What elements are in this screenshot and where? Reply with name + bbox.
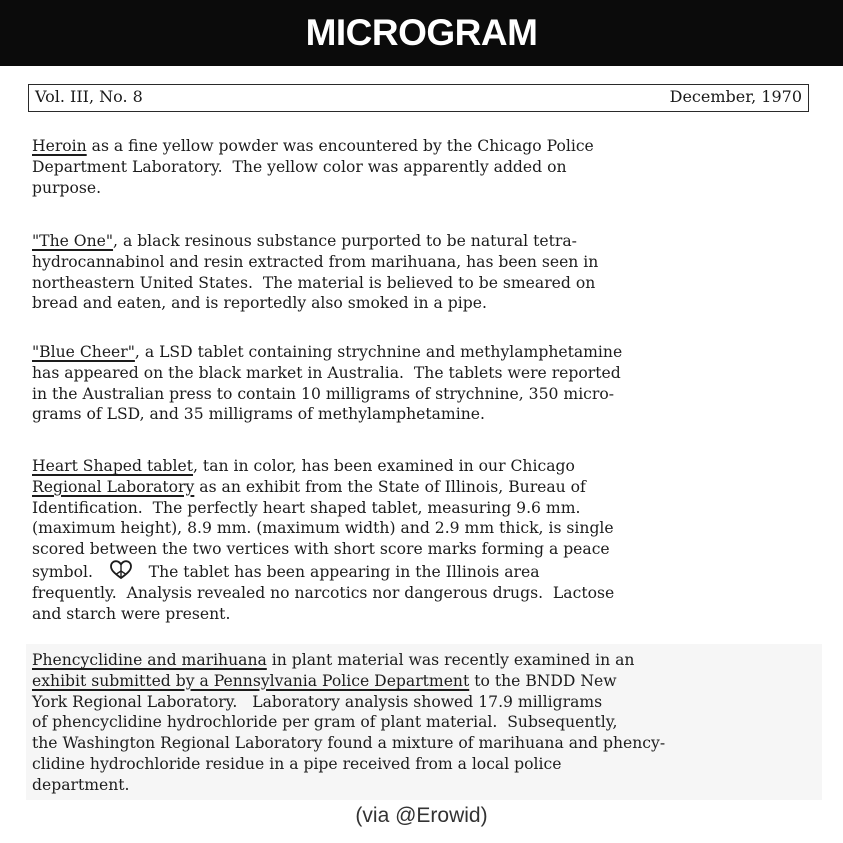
issue-date: December, 1970 — [669, 87, 802, 106]
article-text: , a black resinous substance purported to be natural tetra- — [113, 232, 577, 250]
source-credit: (via @Erowid) — [355, 804, 488, 827]
article-line — [32, 671, 812, 692]
masthead — [0, 0, 843, 66]
article-line: hydrocannabinol and resin extracted from marihuana, has been seen in — [32, 252, 599, 271]
article-line: clidine hydrochloride residue in a pipe received from a local police — [32, 754, 562, 773]
heart-peace-symbol-icon — [110, 560, 132, 580]
article-line: scored between the two vertices with short score marks forming a peace — [32, 540, 610, 559]
article-line: and starch were present. — [32, 604, 231, 623]
article-phencyclidine — [32, 650, 812, 796]
article-text: The tablet has been appearing in the Illinois area — [148, 562, 540, 581]
article-text: to the BNDD New — [469, 671, 617, 690]
article-text: , a LSD tablet containing strychnine and methylamphetamine — [134, 343, 623, 361]
article-line: of phencyclidine hydrochloride per gram of plant material. Subsequently, — [32, 713, 618, 732]
article-heading: Heroin — [32, 137, 87, 155]
article-line: the Washington Regional Laboratory found a mixture of marihuana and phency- — [32, 734, 666, 753]
article-line — [32, 231, 812, 252]
article-heart-tablet — [32, 456, 812, 624]
article-line: grams of LSD, and 35 milligrams of methylamphetamine. — [32, 405, 485, 424]
article-subheading: exhibit submitted by a Pennsylvania Police Department — [32, 671, 470, 690]
article-text: , tan in color, has been examined in our Chicago — [193, 457, 575, 475]
article-line: Identification. The perfectly heart shaped tablet, measuring 9.6 mm. — [32, 498, 581, 517]
article-subheading: Regional Laboratory — [32, 477, 195, 496]
article-heading: "The One" — [32, 232, 114, 250]
article-line — [32, 136, 812, 157]
article-line: (maximum height), 8.9 mm. (maximum width) and 2.9 mm thick, is single — [32, 519, 614, 538]
issue-volume: Vol. III, No. 8 — [35, 87, 143, 106]
article-text: as an exhibit from the State of Illinois, Bureau of — [194, 477, 586, 496]
article-line: frequently. Analysis revealed no narcotics nor dangerous drugs. Lactose — [32, 583, 615, 602]
article-blue-cheer — [32, 342, 812, 425]
article-line: purpose. — [32, 178, 102, 197]
article-heading: Phencyclidine and marihuana — [32, 651, 267, 669]
article-the-one — [32, 231, 812, 314]
article-text: as a fine yellow powder was encountered by the Chicago Police — [86, 137, 594, 155]
article-line: has appeared on the black market in Australia. The tablets were reported — [32, 363, 621, 382]
article-line: northeastern United States. The material is believed to be smeared on — [32, 273, 596, 292]
article-heading: Heart Shaped tablet — [32, 457, 194, 475]
article-text: in plant material was recently examined in an — [266, 651, 635, 669]
article-line: bread and eaten, and is reportedly also smoked in a pipe. — [32, 294, 487, 313]
masthead-title: MICROGRAM — [305, 12, 538, 53]
article-line: Department Laboratory. The yellow color was apparently added on — [32, 157, 567, 176]
article-heading: "Blue Cheer" — [32, 343, 135, 361]
article-heroin — [32, 136, 812, 198]
article-line — [32, 477, 812, 498]
issue-bar — [28, 84, 809, 112]
article-line — [32, 650, 812, 671]
article-line — [32, 342, 812, 363]
article-line — [32, 560, 812, 583]
article-line: in the Australian press to contain 10 milligrams of strychnine, 350 micro- — [32, 384, 615, 403]
article-line: department. — [32, 775, 130, 794]
article-line: York Regional Laboratory. Laboratory analysis showed 17.9 milligrams — [32, 692, 603, 711]
article-line — [32, 456, 812, 477]
article-text: symbol. — [32, 562, 93, 581]
